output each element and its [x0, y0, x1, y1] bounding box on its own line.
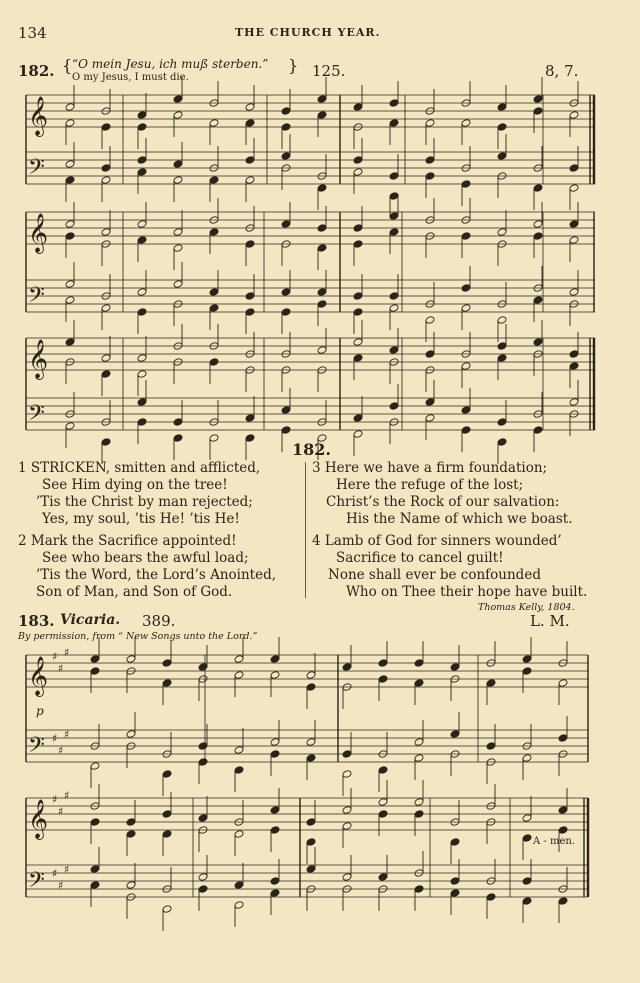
note-head: [353, 103, 363, 112]
dynamic-marking: p: [36, 704, 44, 718]
note-head: [65, 232, 75, 241]
note-head: [497, 228, 507, 237]
note-head: [198, 758, 208, 767]
svg-text:𝄢: 𝄢: [28, 401, 45, 431]
note-head: [342, 663, 352, 672]
svg-text:𝄢: 𝄢: [28, 155, 45, 185]
note-head: [497, 123, 507, 132]
note-head: [389, 212, 399, 221]
note-head: [234, 655, 244, 664]
note-head: [342, 770, 352, 779]
note-head: [461, 406, 471, 415]
note-head: [306, 738, 316, 747]
note-head: [126, 818, 136, 827]
note-head: [245, 292, 255, 301]
verse-line: 3 Here we have a firm foundation;: [312, 460, 548, 476]
hymn-183-number: 183.: [18, 612, 55, 630]
note-head: [137, 308, 147, 317]
running-title: THE CHURCH YEAR.: [235, 26, 381, 39]
note-head: [486, 679, 496, 688]
note-head: [137, 123, 147, 132]
note-head: [65, 176, 75, 185]
note-head: [317, 224, 327, 233]
svg-text:𝄢: 𝄢: [28, 733, 45, 763]
column-divider: [305, 462, 306, 598]
note-head: [270, 671, 280, 680]
note-head: [137, 398, 147, 407]
verse-line: Yes, my soul, ’tis He! ’tis He!: [42, 511, 240, 527]
verse-4: [312, 533, 587, 601]
note-head: [173, 111, 183, 120]
note-head: [101, 304, 111, 313]
note-head: [497, 342, 507, 351]
note-head: [353, 224, 363, 233]
note-head: [414, 754, 424, 763]
note-head: [533, 296, 543, 305]
note-head: [137, 354, 147, 363]
note-head: [389, 304, 399, 313]
note-head: [209, 434, 219, 443]
note-head: [353, 156, 363, 165]
note-head: [198, 814, 208, 823]
note-head: [342, 750, 352, 759]
verse-1: [18, 460, 260, 528]
note-head: [65, 220, 75, 229]
note-head: [497, 152, 507, 161]
note-head: [101, 438, 111, 447]
note-head: [450, 889, 460, 898]
page-number: 134: [18, 24, 47, 42]
svg-text:𝄞: 𝄞: [28, 656, 49, 696]
note-head: [209, 119, 219, 128]
note-head: [414, 738, 424, 747]
note-head: [173, 160, 183, 169]
note-head: [461, 232, 471, 241]
note-head: [425, 398, 435, 407]
note-head: [245, 434, 255, 443]
svg-text:♯: ♯: [58, 805, 64, 818]
verse-line: Here the refuge of the lost;: [336, 477, 524, 493]
note-head: [342, 873, 352, 882]
svg-text:𝄞: 𝄞: [28, 339, 49, 379]
verse-line: 4 Lamb of God for sinners wounded’: [312, 533, 562, 549]
note-head: [137, 288, 147, 297]
note-head: [101, 354, 111, 363]
note-head: [209, 288, 219, 297]
verse-line: None shall ever be confounded: [328, 567, 541, 583]
svg-text:♯: ♯: [52, 650, 58, 663]
note-head: [378, 659, 388, 668]
hymn-183-tune-name: Vicaria.: [60, 612, 121, 628]
note-head: [342, 822, 352, 831]
svg-text:♯: ♯: [52, 867, 58, 880]
note-head: [533, 232, 543, 241]
note-head: [162, 905, 172, 914]
note-head: [281, 123, 291, 132]
note-head: [533, 338, 543, 347]
note-head: [353, 414, 363, 423]
note-head: [425, 119, 435, 128]
svg-text:𝄢: 𝄢: [28, 283, 45, 313]
note-head: [389, 292, 399, 301]
note-head: [209, 228, 219, 237]
note-head: [245, 119, 255, 128]
note-head: [425, 316, 435, 325]
note-head: [414, 659, 424, 668]
note-head: [101, 228, 111, 237]
svg-text:♯: ♯: [52, 793, 58, 806]
system-3: [26, 338, 595, 430]
svg-text:♯: ♯: [64, 646, 70, 659]
note-head: [569, 350, 579, 359]
verse-line: 2 Mark the Sacrifice appointed!: [18, 533, 237, 549]
note-head: [234, 766, 244, 775]
note-head: [306, 838, 316, 847]
note-head: [461, 426, 471, 435]
note-head: [497, 316, 507, 325]
note-head: [90, 865, 100, 874]
note-head: [533, 184, 543, 193]
note-head: [173, 176, 183, 185]
note-head: [342, 806, 352, 815]
note-head: [270, 750, 280, 759]
note-head: [90, 881, 100, 890]
note-head: [378, 798, 388, 807]
system-2: [26, 212, 595, 312]
amen-lyric: A - men.: [533, 836, 575, 847]
brace-right: }: [288, 56, 299, 75]
note-head: [425, 414, 435, 423]
note-head: [126, 655, 136, 664]
verse-line: Christ’s the Rock of our salvation:: [326, 494, 560, 510]
note-head: [414, 679, 424, 688]
note-head: [353, 168, 363, 177]
note-head: [162, 770, 172, 779]
note-head: [533, 426, 543, 435]
note-head: [569, 184, 579, 193]
note-head: [173, 244, 183, 253]
verse-line: Son of Man, and Son of God.: [36, 584, 233, 600]
note-head: [126, 730, 136, 739]
note-head: [65, 338, 75, 347]
note-head: [414, 885, 424, 894]
note-head: [90, 655, 100, 664]
note-head: [497, 438, 507, 447]
note-head: [162, 830, 172, 839]
note-head: [317, 95, 327, 104]
verse-line: Who on Thee their hope have built.: [346, 584, 588, 600]
note-head: [533, 95, 543, 104]
note-head: [306, 671, 316, 680]
note-head: [173, 280, 183, 289]
note-head: [65, 119, 75, 128]
brace-left: {: [62, 56, 73, 75]
note-head: [353, 308, 363, 317]
note-head: [270, 806, 280, 815]
note-head: [270, 889, 280, 898]
note-head: [162, 659, 172, 668]
note-head: [245, 103, 255, 112]
note-head: [533, 107, 543, 116]
hymn-182-author: Thomas Kelly, 1804.: [478, 602, 575, 613]
note-head: [137, 370, 147, 379]
note-head: [101, 370, 111, 379]
note-head: [234, 830, 244, 839]
note-head: [137, 418, 147, 427]
note-head: [461, 304, 471, 313]
note-head: [486, 742, 496, 751]
svg-text:♯: ♯: [58, 744, 64, 757]
note-head: [270, 826, 280, 835]
note-head: [317, 346, 327, 355]
note-head: [137, 220, 147, 229]
note-head: [414, 810, 424, 819]
note-head: [198, 885, 208, 894]
note-head: [353, 292, 363, 301]
note-head: [245, 308, 255, 317]
verse-2: [18, 533, 276, 601]
note-head: [558, 734, 568, 743]
note-head: [137, 168, 147, 177]
verse-line: His the Name of which we boast.: [346, 511, 573, 527]
hymn-182-text-heading: 182.: [292, 440, 331, 459]
note-head: [209, 304, 219, 313]
note-head: [90, 667, 100, 676]
note-head: [522, 754, 532, 763]
note-head: [306, 754, 316, 763]
note-head: [173, 228, 183, 237]
note-head: [569, 288, 579, 297]
note-head: [281, 308, 291, 317]
note-head: [65, 422, 75, 431]
note-head: [522, 655, 532, 664]
note-head: [558, 806, 568, 815]
note-head: [353, 354, 363, 363]
note-head: [234, 881, 244, 890]
note-head: [101, 176, 111, 185]
note-head: [101, 123, 111, 132]
note-head: [522, 877, 532, 886]
svg-text:𝄞: 𝄞: [28, 799, 49, 839]
hymn-183-meter: L. M.: [530, 612, 570, 630]
verse-line: See Him dying on the tree!: [42, 477, 228, 493]
note-head: [558, 679, 568, 688]
note-head: [234, 671, 244, 680]
note-head: [209, 358, 219, 367]
svg-text:𝄞: 𝄞: [28, 213, 49, 253]
note-head: [497, 103, 507, 112]
hymn-182-english-title: O my Jesus, I must die.: [72, 72, 189, 83]
note-head: [317, 300, 327, 309]
note-head: [558, 826, 568, 835]
note-head: [234, 746, 244, 755]
note-head: [569, 362, 579, 371]
note-head: [378, 766, 388, 775]
note-head: [378, 675, 388, 684]
svg-text:♯: ♯: [52, 732, 58, 745]
note-head: [245, 176, 255, 185]
note-head: [306, 865, 316, 874]
note-head: [198, 663, 208, 672]
note-head: [353, 430, 363, 439]
note-head: [317, 184, 327, 193]
note-head: [245, 156, 255, 165]
note-head: [65, 160, 75, 169]
note-head: [389, 99, 399, 108]
note-head: [101, 164, 111, 173]
system-1: [26, 95, 595, 184]
note-head: [425, 172, 435, 181]
note-head: [245, 414, 255, 423]
note-head: [198, 742, 208, 751]
note-head: [522, 667, 532, 676]
note-head: [270, 738, 280, 747]
note-head: [569, 398, 579, 407]
note-head: [425, 156, 435, 165]
note-head: [450, 663, 460, 672]
note-head: [281, 426, 291, 435]
note-head: [281, 288, 291, 297]
note-head: [569, 220, 579, 229]
verse-line: ’Tis the Word, the Lord’s Anointed,: [36, 567, 277, 583]
hymn-182-tune-number: 125.: [312, 62, 346, 80]
note-head: [389, 172, 399, 181]
svg-text:♯: ♯: [64, 789, 70, 802]
note-head: [450, 838, 460, 847]
note-head: [486, 893, 496, 902]
note-head: [450, 877, 460, 886]
note-head: [414, 798, 424, 807]
note-head: [461, 180, 471, 189]
svg-text:𝄞: 𝄞: [28, 96, 49, 136]
svg-text:♯: ♯: [58, 879, 64, 892]
note-head: [569, 236, 579, 245]
note-head: [281, 107, 291, 116]
note-head: [389, 402, 399, 411]
note-head: [126, 881, 136, 890]
note-head: [173, 418, 183, 427]
note-head: [522, 814, 532, 823]
note-head: [137, 111, 147, 120]
note-head: [65, 280, 75, 289]
hymn-183-permission: By permission, from “ New Songs unto the Lord.”: [18, 631, 258, 642]
note-head: [497, 354, 507, 363]
note-head: [461, 362, 471, 371]
note-head: [137, 156, 147, 165]
note-head: [317, 111, 327, 120]
note-head: [522, 897, 532, 906]
verse-line: See who bears the awful load;: [42, 550, 249, 566]
note-head: [389, 346, 399, 355]
note-head: [461, 284, 471, 293]
note-head: [533, 220, 543, 229]
note-head: [90, 818, 100, 827]
note-head: [389, 228, 399, 237]
note-head: [317, 244, 327, 253]
note-head: [173, 434, 183, 443]
note-head: [126, 830, 136, 839]
note-head: [209, 176, 219, 185]
note-head: [317, 288, 327, 297]
svg-text:♯: ♯: [58, 662, 64, 675]
verse-line: 1 STRICKEN, smitten and afflicted,: [18, 460, 261, 476]
note-head: [306, 683, 316, 692]
verse-line: ’Tis the Christ by man rejected;: [36, 494, 253, 510]
note-head: [569, 164, 579, 173]
note-head: [378, 873, 388, 882]
note-head: [281, 152, 291, 161]
hymn-182-german-title: “O mein Jesu, ich muß sterben.”: [72, 57, 269, 71]
verse-3: [312, 460, 572, 528]
note-head: [65, 103, 75, 112]
note-head: [173, 95, 183, 104]
note-head: [137, 236, 147, 245]
note-head: [245, 240, 255, 249]
verse-line: Sacrifice to cancel guilt!: [336, 550, 504, 566]
note-head: [90, 762, 100, 771]
note-head: [389, 119, 399, 128]
note-head: [306, 818, 316, 827]
svg-text:♯: ♯: [64, 863, 70, 876]
note-head: [461, 119, 471, 128]
note-head: [270, 877, 280, 886]
note-head: [389, 192, 399, 201]
hymn-182-number: 182.: [18, 62, 55, 80]
hymn-182-meter: 8, 7.: [545, 62, 579, 80]
note-head: [353, 338, 363, 347]
note-head: [162, 810, 172, 819]
svg-text:♯: ♯: [64, 728, 70, 741]
note-head: [558, 897, 568, 906]
note-head: [569, 111, 579, 120]
note-head: [450, 730, 460, 739]
note-head: [234, 901, 244, 910]
svg-text:𝄢: 𝄢: [28, 868, 45, 898]
hymn-183-tune-number: 389.: [142, 612, 176, 630]
note-head: [270, 655, 280, 664]
note-head: [425, 350, 435, 359]
note-head: [353, 240, 363, 249]
note-head: [162, 679, 172, 688]
note-head: [497, 418, 507, 427]
note-head: [65, 296, 75, 305]
note-head: [378, 810, 388, 819]
note-head: [198, 873, 208, 882]
note-head: [522, 834, 532, 843]
note-head: [281, 406, 291, 415]
note-head: [281, 220, 291, 229]
